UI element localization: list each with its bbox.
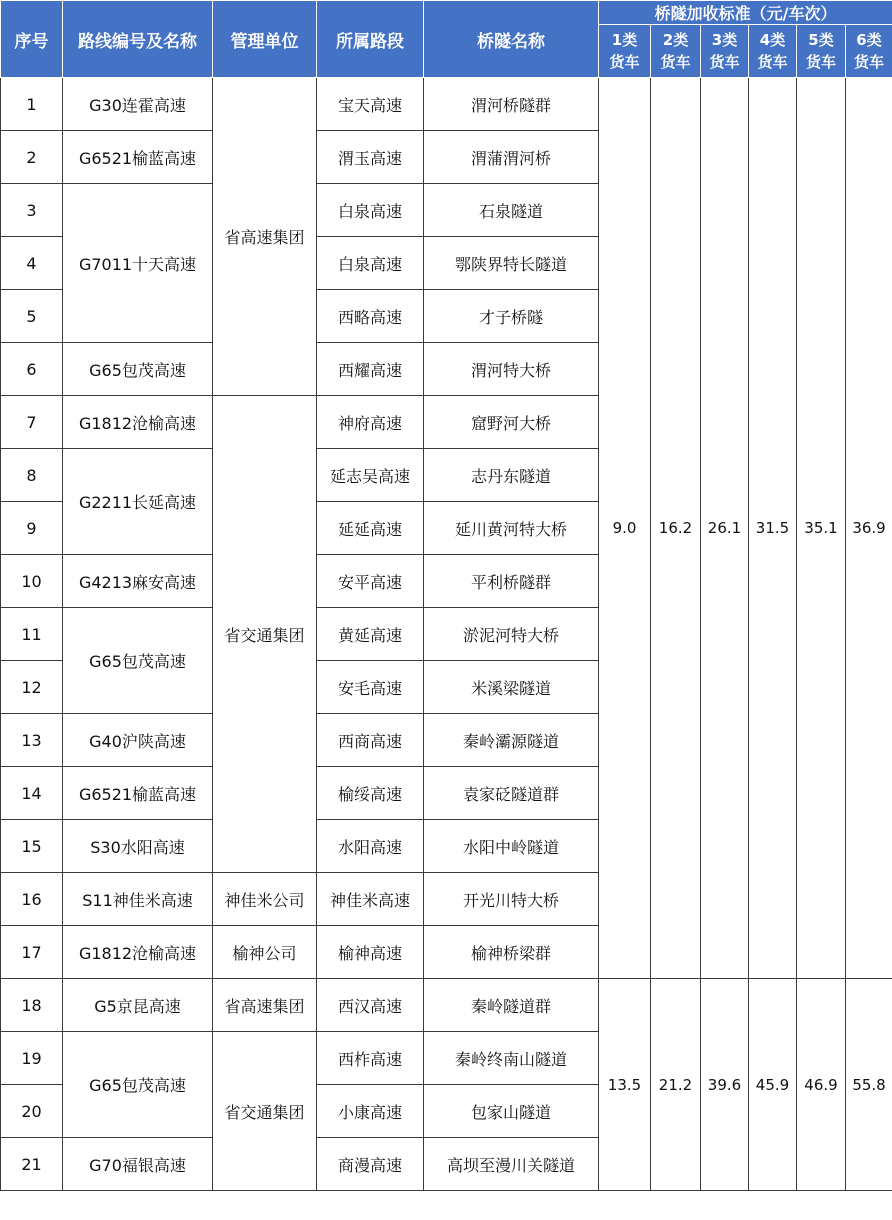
section-cell: 安平高速 <box>317 555 424 608</box>
unit-cell: 省交通集团 <box>213 396 317 873</box>
table-row <box>1 979 892 1032</box>
header-class-4: 4类 货车 <box>749 25 797 78</box>
section-cell: 小康高速 <box>317 1085 424 1138</box>
name-cell: 窟野河大桥 <box>424 396 599 449</box>
section-cell: 水阳高速 <box>317 820 424 873</box>
route-cell: G7011十天高速 <box>63 184 213 343</box>
seq-cell: 13 <box>1 714 63 767</box>
name-cell: 开光川特大桥 <box>424 873 599 926</box>
name-cell: 石泉隧道 <box>424 184 599 237</box>
fee-class-3: 26.1 <box>701 78 749 979</box>
header-fee-group: 桥隧加收标准（元/车次） <box>599 1 892 25</box>
fee-class-6: 36.9 <box>846 78 892 979</box>
seq-cell: 3 <box>1 184 63 237</box>
seq-cell: 1 <box>1 78 63 131</box>
fee-class-4: 45.9 <box>749 979 797 1191</box>
section-cell: 延志吴高速 <box>317 449 424 502</box>
seq-cell: 19 <box>1 1032 63 1085</box>
route-cell: G6521榆蓝高速 <box>63 767 213 820</box>
fee-class-1: 13.5 <box>599 979 651 1191</box>
unit-cell: 省高速集团 <box>213 979 317 1032</box>
seq-cell: 12 <box>1 661 63 714</box>
fee-class-5: 46.9 <box>797 979 846 1191</box>
seq-cell: 20 <box>1 1085 63 1138</box>
section-cell: 神府高速 <box>317 396 424 449</box>
route-cell: G2211长延高速 <box>63 449 213 555</box>
section-cell: 渭玉高速 <box>317 131 424 184</box>
header-class-3: 3类 货车 <box>701 25 749 78</box>
route-cell: S11神佳米高速 <box>63 873 213 926</box>
header-seq: 序号 <box>1 1 63 78</box>
header-route: 路线编号及名称 <box>63 1 213 78</box>
name-cell: 鄂陕界特长隧道 <box>424 237 599 290</box>
route-cell: G65包茂高速 <box>63 1032 213 1138</box>
route-cell: G1812沧榆高速 <box>63 396 213 449</box>
name-cell: 秦岭终南山隧道 <box>424 1032 599 1085</box>
route-cell: G30连霍高速 <box>63 78 213 131</box>
seq-cell: 15 <box>1 820 63 873</box>
name-cell: 渭蒲渭河桥 <box>424 131 599 184</box>
route-cell: G5京昆高速 <box>63 979 213 1032</box>
table-row <box>1 78 892 131</box>
fee-class-1: 9.0 <box>599 78 651 979</box>
fee-class-2: 21.2 <box>651 979 701 1191</box>
seq-cell: 6 <box>1 343 63 396</box>
route-cell: G65包茂高速 <box>63 343 213 396</box>
section-cell: 黄延高速 <box>317 608 424 661</box>
name-cell: 淤泥河特大桥 <box>424 608 599 661</box>
seq-cell: 14 <box>1 767 63 820</box>
name-cell: 水阳中岭隧道 <box>424 820 599 873</box>
header-class-2: 2类 货车 <box>651 25 701 78</box>
table-header <box>1 1 892 78</box>
route-cell: G4213麻安高速 <box>63 555 213 608</box>
seq-cell: 2 <box>1 131 63 184</box>
section-cell: 安毛高速 <box>317 661 424 714</box>
seq-cell: 18 <box>1 979 63 1032</box>
name-cell: 包家山隧道 <box>424 1085 599 1138</box>
fee-class-4: 31.5 <box>749 78 797 979</box>
section-cell: 西略高速 <box>317 290 424 343</box>
section-cell: 延延高速 <box>317 502 424 555</box>
seq-cell: 4 <box>1 237 63 290</box>
section-cell: 榆绥高速 <box>317 767 424 820</box>
section-cell: 宝天高速 <box>317 78 424 131</box>
route-cell: S30水阳高速 <box>63 820 213 873</box>
name-cell: 秦岭灞源隧道 <box>424 714 599 767</box>
section-cell: 商漫高速 <box>317 1138 424 1191</box>
unit-cell: 省交通集团 <box>213 1032 317 1191</box>
seq-cell: 7 <box>1 396 63 449</box>
unit-cell: 神佳米公司 <box>213 873 317 926</box>
section-cell: 白泉高速 <box>317 184 424 237</box>
name-cell: 志丹东隧道 <box>424 449 599 502</box>
seq-cell: 11 <box>1 608 63 661</box>
section-cell: 白泉高速 <box>317 237 424 290</box>
seq-cell: 10 <box>1 555 63 608</box>
name-cell: 榆神桥梁群 <box>424 926 599 979</box>
name-cell: 延川黄河特大桥 <box>424 502 599 555</box>
section-cell: 西柞高速 <box>317 1032 424 1085</box>
seq-cell: 5 <box>1 290 63 343</box>
header-class-6: 6类 货车 <box>846 25 892 78</box>
section-cell: 西汉高速 <box>317 979 424 1032</box>
seq-cell: 17 <box>1 926 63 979</box>
route-cell: G6521榆蓝高速 <box>63 131 213 184</box>
route-cell: G65包茂高速 <box>63 608 213 714</box>
seq-cell: 21 <box>1 1138 63 1191</box>
name-cell: 才子桥隧 <box>424 290 599 343</box>
route-cell: G1812沧榆高速 <box>63 926 213 979</box>
unit-cell: 省高速集团 <box>213 78 317 396</box>
header-class-1: 1类 货车 <box>599 25 651 78</box>
header-unit: 管理单位 <box>213 1 317 78</box>
name-cell: 米溪梁隧道 <box>424 661 599 714</box>
table-body <box>1 78 892 1191</box>
fee-class-2: 16.2 <box>651 78 701 979</box>
fee-class-5: 35.1 <box>797 78 846 979</box>
header-name: 桥隧名称 <box>424 1 599 78</box>
section-cell: 西商高速 <box>317 714 424 767</box>
header-section: 所属路段 <box>317 1 424 78</box>
seq-cell: 9 <box>1 502 63 555</box>
section-cell: 西耀高速 <box>317 343 424 396</box>
name-cell: 秦岭隧道群 <box>424 979 599 1032</box>
section-cell: 神佳米高速 <box>317 873 424 926</box>
section-cell: 榆神高速 <box>317 926 424 979</box>
name-cell: 渭河桥隧群 <box>424 78 599 131</box>
seq-cell: 8 <box>1 449 63 502</box>
name-cell: 袁家砭隧道群 <box>424 767 599 820</box>
name-cell: 渭河特大桥 <box>424 343 599 396</box>
fee-class-3: 39.6 <box>701 979 749 1191</box>
route-cell: G40沪陕高速 <box>63 714 213 767</box>
unit-cell: 榆神公司 <box>213 926 317 979</box>
fee-class-6: 55.8 <box>846 979 892 1191</box>
name-cell: 平利桥隧群 <box>424 555 599 608</box>
route-cell: G70福银高速 <box>63 1138 213 1191</box>
seq-cell: 16 <box>1 873 63 926</box>
name-cell: 高坝至漫川关隧道 <box>424 1138 599 1191</box>
header-class-5: 5类 货车 <box>797 25 846 78</box>
